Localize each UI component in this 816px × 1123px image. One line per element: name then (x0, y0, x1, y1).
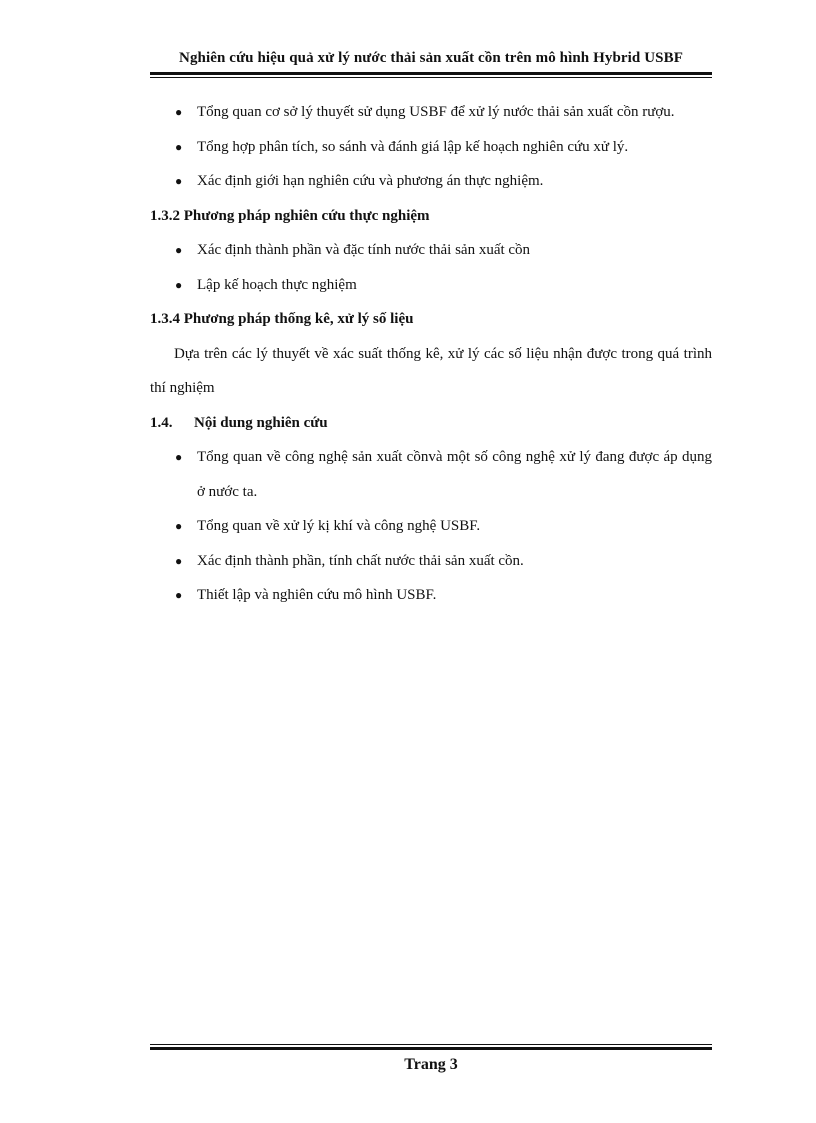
section-heading-1-3-2: 1.3.2 Phương pháp nghiên cứu thực nghiệm (150, 207, 430, 224)
header-rule-thick (150, 72, 712, 75)
list-item-text: Tổng quan cơ sở lý thuyết sử dụng USBF để xử lý nước thải sản xuất cồn rượu. (197, 104, 675, 120)
page-header-title: Nghiên cứu hiệu quả xử lý nước thải sản xuất cồn trên mô hình Hybrid USBF (179, 50, 683, 66)
bullet-icon: ● (175, 450, 183, 464)
list-item-text: Xác định thành phần và đặc tính nước thải sản xuất cồn (197, 242, 531, 258)
footer-rule-thin (150, 1044, 712, 1045)
list-item-text: Xác định giới hạn nghiên cứu và phương án thực nghiệm. (197, 173, 544, 189)
section-number: 1.4. (150, 414, 173, 431)
list-item (150, 95, 712, 130)
bullet-icon: ● (175, 174, 183, 188)
header-rule-thin (150, 77, 712, 78)
list-item-text: Lập kế hoạch thực nghiệm (197, 276, 357, 293)
list-item (150, 544, 712, 579)
bullet-icon: ● (175, 139, 183, 154)
list-item (150, 130, 712, 165)
page-number: Trang 3 (404, 1056, 458, 1073)
list-item (150, 509, 712, 544)
list-item-text: Thiết lập và nghiên cứu mô hình USBF. (197, 587, 437, 603)
footer-rule-thick (150, 1047, 712, 1050)
content-bullet-list (150, 440, 712, 613)
list-item (150, 268, 712, 303)
section-heading-1-4 (150, 406, 712, 441)
list-item-text: Xác định thành phần, tính chất nước thải sản xuất cồn. (197, 552, 524, 569)
bullet-icon: ● (175, 519, 183, 533)
methods-bullet-list (150, 95, 712, 199)
bullet-icon: ● (175, 105, 183, 119)
document-body (150, 95, 712, 613)
list-item-text: Tổng quan về công nghệ sản xuất cồnvà một số công nghệ xử lý đang được áp dụng ở nước ta. (197, 449, 712, 500)
bullet-icon: ● (175, 588, 183, 602)
list-item (150, 233, 712, 268)
bullet-icon: ● (175, 243, 183, 257)
section-heading-1-3-4: 1.3.4 Phương pháp thống kê, xử lý số liệu (150, 311, 414, 327)
list-item (150, 578, 712, 613)
list-item (150, 440, 712, 509)
list-item-text: Tổng quan về xử lý kị khí và công nghệ USBF. (197, 518, 481, 534)
bullet-icon: ● (175, 277, 183, 292)
experiment-bullet-list (150, 233, 712, 302)
list-item (150, 164, 712, 199)
list-item-text: Tổng hợp phân tích, so sánh và đánh giá lập kế hoạch nghiên cứu xử lý. (197, 138, 629, 155)
statistics-paragraph: Dựa trên các lý thuyết về xác suất thống kê, xử lý các số liệu nhận được trong quá trình thí nghiệm (150, 345, 712, 396)
bullet-icon: ● (175, 553, 183, 568)
section-title: Nội dung nghiên cứu (194, 414, 328, 431)
